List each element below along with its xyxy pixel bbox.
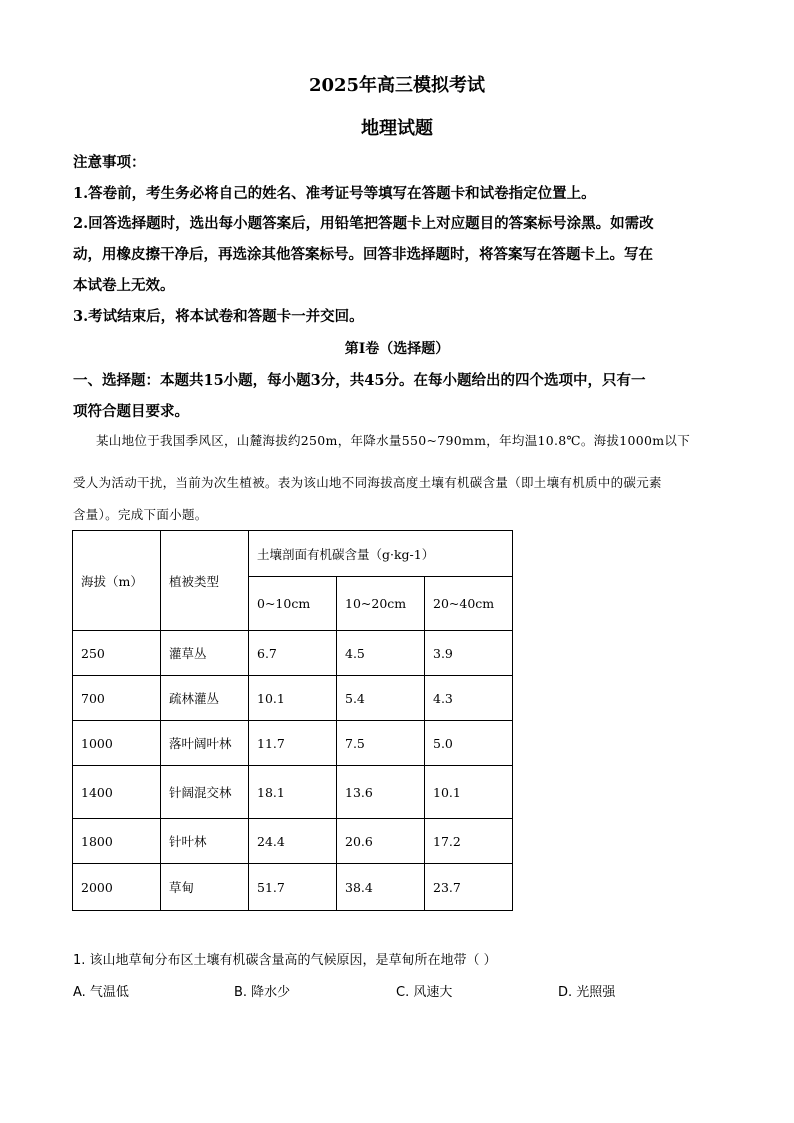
passage-line-2: 受人为活动干扰，当前为次生植被。表为该山地不同海拔高度土壤有机碳含量（即土壤有机质中的碳元素 [73,475,662,490]
cell-altitude: 700 [73,676,161,721]
header-altitude: 海拔（m） [73,531,161,631]
cell-value: 4.5 [337,631,425,676]
option-c[interactable]: C. 风速大 [396,985,453,1000]
passage-line-1: 某山地位于我国季风区，山麓海拔约250m，年降水量550~790mm，年均温10.8℃。海拔1000m以下 [96,433,690,448]
section-instruction-1: 一、选择题：本题共15小题，每小题3分，共45分。在每小题给出的四个选项中，只有一 [73,372,646,389]
option-b[interactable]: B. 降水少 [234,985,291,1000]
notice-heading: 注意事项： [73,154,146,171]
cell-value: 11.7 [249,721,337,766]
soil-carbon-table [72,530,513,911]
cell-altitude: 1400 [73,766,161,819]
table-row [73,721,513,766]
notice-line-1: 1.答卷前，考生务必将自己的姓名、准考证号等填写在答题卡和试卷指定位置上。 [73,185,596,202]
cell-value: 24.4 [249,819,337,864]
cell-altitude: 250 [73,631,161,676]
passage-line-3: 含量）。完成下面小题。 [73,507,208,522]
header-depth-1: 0~10cm [249,577,337,631]
table-row [73,819,513,864]
cell-value: 10.1 [425,766,513,819]
question-stem: 1. 该山地草甸分布区土壤有机碳含量高的气候原因，是草甸所在地带（ ） [73,953,497,968]
header-depth-3: 20~40cm [425,577,513,631]
section-instruction-2: 项符合题目要求。 [73,403,189,420]
notice-line-3: 动，用橡皮擦干净后，再选涂其他答案标号。回答非选择题时，将答案写在答题卡上。写在 [73,246,653,263]
header-depth-2: 10~20cm [337,577,425,631]
cell-altitude: 1000 [73,721,161,766]
cell-value: 7.5 [337,721,425,766]
cell-value: 5.0 [425,721,513,766]
cell-value: 4.3 [425,676,513,721]
cell-vegetation: 草甸 [161,864,249,911]
table-row [73,676,513,721]
header-vegetation: 植被类型 [161,531,249,631]
cell-vegetation: 落叶阔叶林 [161,721,249,766]
cell-value: 10.1 [249,676,337,721]
cell-vegetation: 针叶林 [161,819,249,864]
cell-value: 6.7 [249,631,337,676]
section-title: 第Ⅰ卷（选择题） [344,341,450,357]
cell-value: 3.9 [425,631,513,676]
header-carbon-content: 土壤剖面有机碳含量（g·kg-1） [249,531,513,577]
notice-line-2: 2.回答选择题时，选出每小题答案后，用铅笔把答题卡上对应题目的答案标号涂黑。如需改 [73,215,654,232]
exam-title: 2025年高三模拟考试 [308,75,486,96]
cell-value: 18.1 [249,766,337,819]
table-row [73,631,513,676]
cell-value: 20.6 [337,819,425,864]
cell-value: 23.7 [425,864,513,911]
cell-vegetation: 针阔混交林 [161,766,249,819]
notice-line-4: 本试卷上无效。 [73,277,175,294]
table-row [73,864,513,911]
cell-value: 38.4 [337,864,425,911]
cell-value: 5.4 [337,676,425,721]
option-a[interactable]: A. 气温低 [73,985,129,1000]
exam-subtitle: 地理试题 [361,118,433,139]
cell-value: 17.2 [425,819,513,864]
cell-altitude: 1800 [73,819,161,864]
cell-vegetation: 疏林灌丛 [161,676,249,721]
cell-vegetation: 灌草丛 [161,631,249,676]
option-d[interactable]: D. 光照强 [558,985,616,1000]
cell-value: 13.6 [337,766,425,819]
cell-value: 51.7 [249,864,337,911]
notice-line-5: 3.考试结束后，将本试卷和答题卡一并交回。 [73,308,364,325]
table-row [73,766,513,819]
cell-altitude: 2000 [73,864,161,911]
